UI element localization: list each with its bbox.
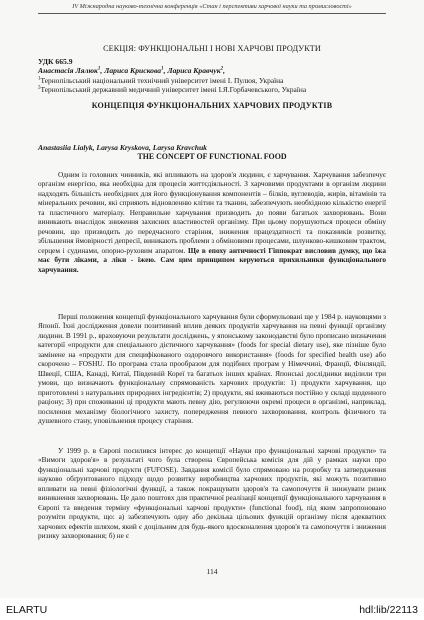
conference-header: IV Міжнародна науково-технічна конференція «Стан і перспективи харчової науки та промисловості»	[72, 3, 352, 10]
body-paragraph	[38, 170, 386, 274]
author-name: Лариса Крискова	[104, 66, 162, 75]
author-name: Лариса Кравчук	[167, 66, 221, 75]
affiliation-text: Тернопільський національний технічний університет імені І. Пулюя, Україна	[40, 76, 284, 85]
section-title: СЕКЦІЯ: ФУНКЦІОНАЛЬНІ І НОВІ ХАРЧОВІ ПРОДУКТИ	[103, 44, 321, 53]
affiliation	[38, 85, 306, 94]
article-title-ua: КОНЦЕПЦІЯ ФУНКЦІОНАЛЬНИХ ХАРЧОВИХ ПРОДУКТІВ	[91, 101, 333, 110]
authors-en: Anastasiia Lialyk, Larysa Kryskova, Larysa Kravchuk	[38, 143, 207, 152]
authors-ua	[38, 66, 225, 75]
repository-name: ELARTU	[6, 604, 48, 616]
author-separator: ,	[163, 66, 168, 75]
affiliation-mark: 1	[38, 76, 41, 82]
paragraph-bold-text: Ще в епоху античності Гіппократ висловив думку, що їжа має бути ліками, а ліки - їжею. Сам цим принципом керуються прихильники функціонального харчування.	[38, 245, 386, 274]
body-paragraph: У 1999 р. в Європі посилився інтерес до концепції «Науки про функціональні харчові продукти» та «Вимоги здоров'я» в результаті чого була створена Європейська комісія для дій у рамках науки про функціональні харчові продукти (FUFOSE). Завдання комісії було спрямовано на розробку та затвердження науково обґрунтованого підходу щодо розвитку виробництва харчових продуктів, які можуть позитивно впливати на певні фізіологічні функції, а також покращувати здоров'я та самопочуття й знижувати ризик виникнення захворювань. Це дало поштовх для практичної реалізації концепції функціонального харчування в Європі та введення терміну «функціональні харчові продукти» (functional food), під яким запропоновано розуміти продукти, що: а) забезпечують одну або декілька цільових функцій організму після адекватних харчових ефектів шляхом, який є доцільним для будь-якого вдосконалення здоров'я та самопочуття і зниження ризику захворювання; б) не є	[38, 446, 386, 541]
handle-id: hdl:lib/22113	[359, 604, 418, 616]
author-name: Анастасія Лялюк	[38, 66, 98, 75]
affiliation	[38, 76, 283, 85]
udk-code: УДК 665.9	[38, 57, 73, 66]
author-separator: ,	[223, 66, 226, 75]
affiliation-text: Тернопільський державний медичний університет імені І.Я.Горбачевського, Україна	[40, 85, 307, 94]
body-paragraph: Перші положення концепції функціонального харчування були сформульовані ще у 1984 р. науковцями з Японії. Їхні дослідження довели позитивний вплив деяких продуктів харчування на певні функції організму людини. В 1991 р., враховуючи результати досліджень, у японському законодавстві було прописано визначення категорії «продукти для спеціального дієтичного харчування» (foods for special dietary use), яке пізніше було замінене на «продукти для специфікованого оздоровчого використання» (foods for specified health use) або скорочено – FOSHU. По програма стала прообразом для подібних програм у Німеччині, Франції, Фінляндії, Швеції, США, Канаді, Китаї, Південній Кореї та багатьох інших країнах. Японські дослідники виділили три умови, що визначають функціональну спрямованість харчових продуктів: 1) продукти харчування, що приготовлені з натуральних природних інгредієнтів; 2) продукти, які вживаються постійно у складі щоденного раціону; 3) при споживанні ці продукти мають певну дію, регулюючи окремі процеси в організмі, наприклад, посилення механізму біологічного захисту, попередження певного захворювання, контроль фізичного та душевного стану, уповільнення процесу старіння.	[38, 312, 386, 425]
header-divider	[38, 13, 386, 14]
author-affiliation-mark: 1	[97, 66, 101, 72]
article-title-en: THE CONCEPT OF FUNCTIONAL FOOD	[137, 152, 287, 161]
repository-footer	[0, 598, 424, 620]
paragraph-text: Одним із головних чинників, які впливають на здоров'я людини, є харчування. Харчування забезпечує організм енергією, яка необхідна для процесів життєдіяльності. З харчовими продуктами в організм людини надходять більшість необхідних для його функціонування компонентів – білків, вуглеводів, жирів, вітамінів та мінеральних речовин, які сприяють відновленню клітин та тканин, забезпечують необхідною кількістю енергії та пластичного матеріалу. Неправильне харчування призводить до появи багатьох захворювань. Вони виникають внаслідок зниження захисних властивостей організму. При цьому порушуються процеси обміну речовин, що призводить до передчасного старіння, зниження працездатності та показників розвитку, збільшення ймовірності депресії, виникають проблеми з обміновими процесами, шлунково-кишковим трактом, серцем і судинами, опорно-руховим апаратом.	[38, 170, 386, 255]
author-affiliation-mark: 1	[161, 66, 164, 72]
author-affiliation-mark: 2	[220, 66, 224, 72]
affiliation-mark: 2	[38, 85, 41, 91]
author-separator: ,	[100, 66, 105, 75]
page-number: 114	[206, 567, 218, 576]
